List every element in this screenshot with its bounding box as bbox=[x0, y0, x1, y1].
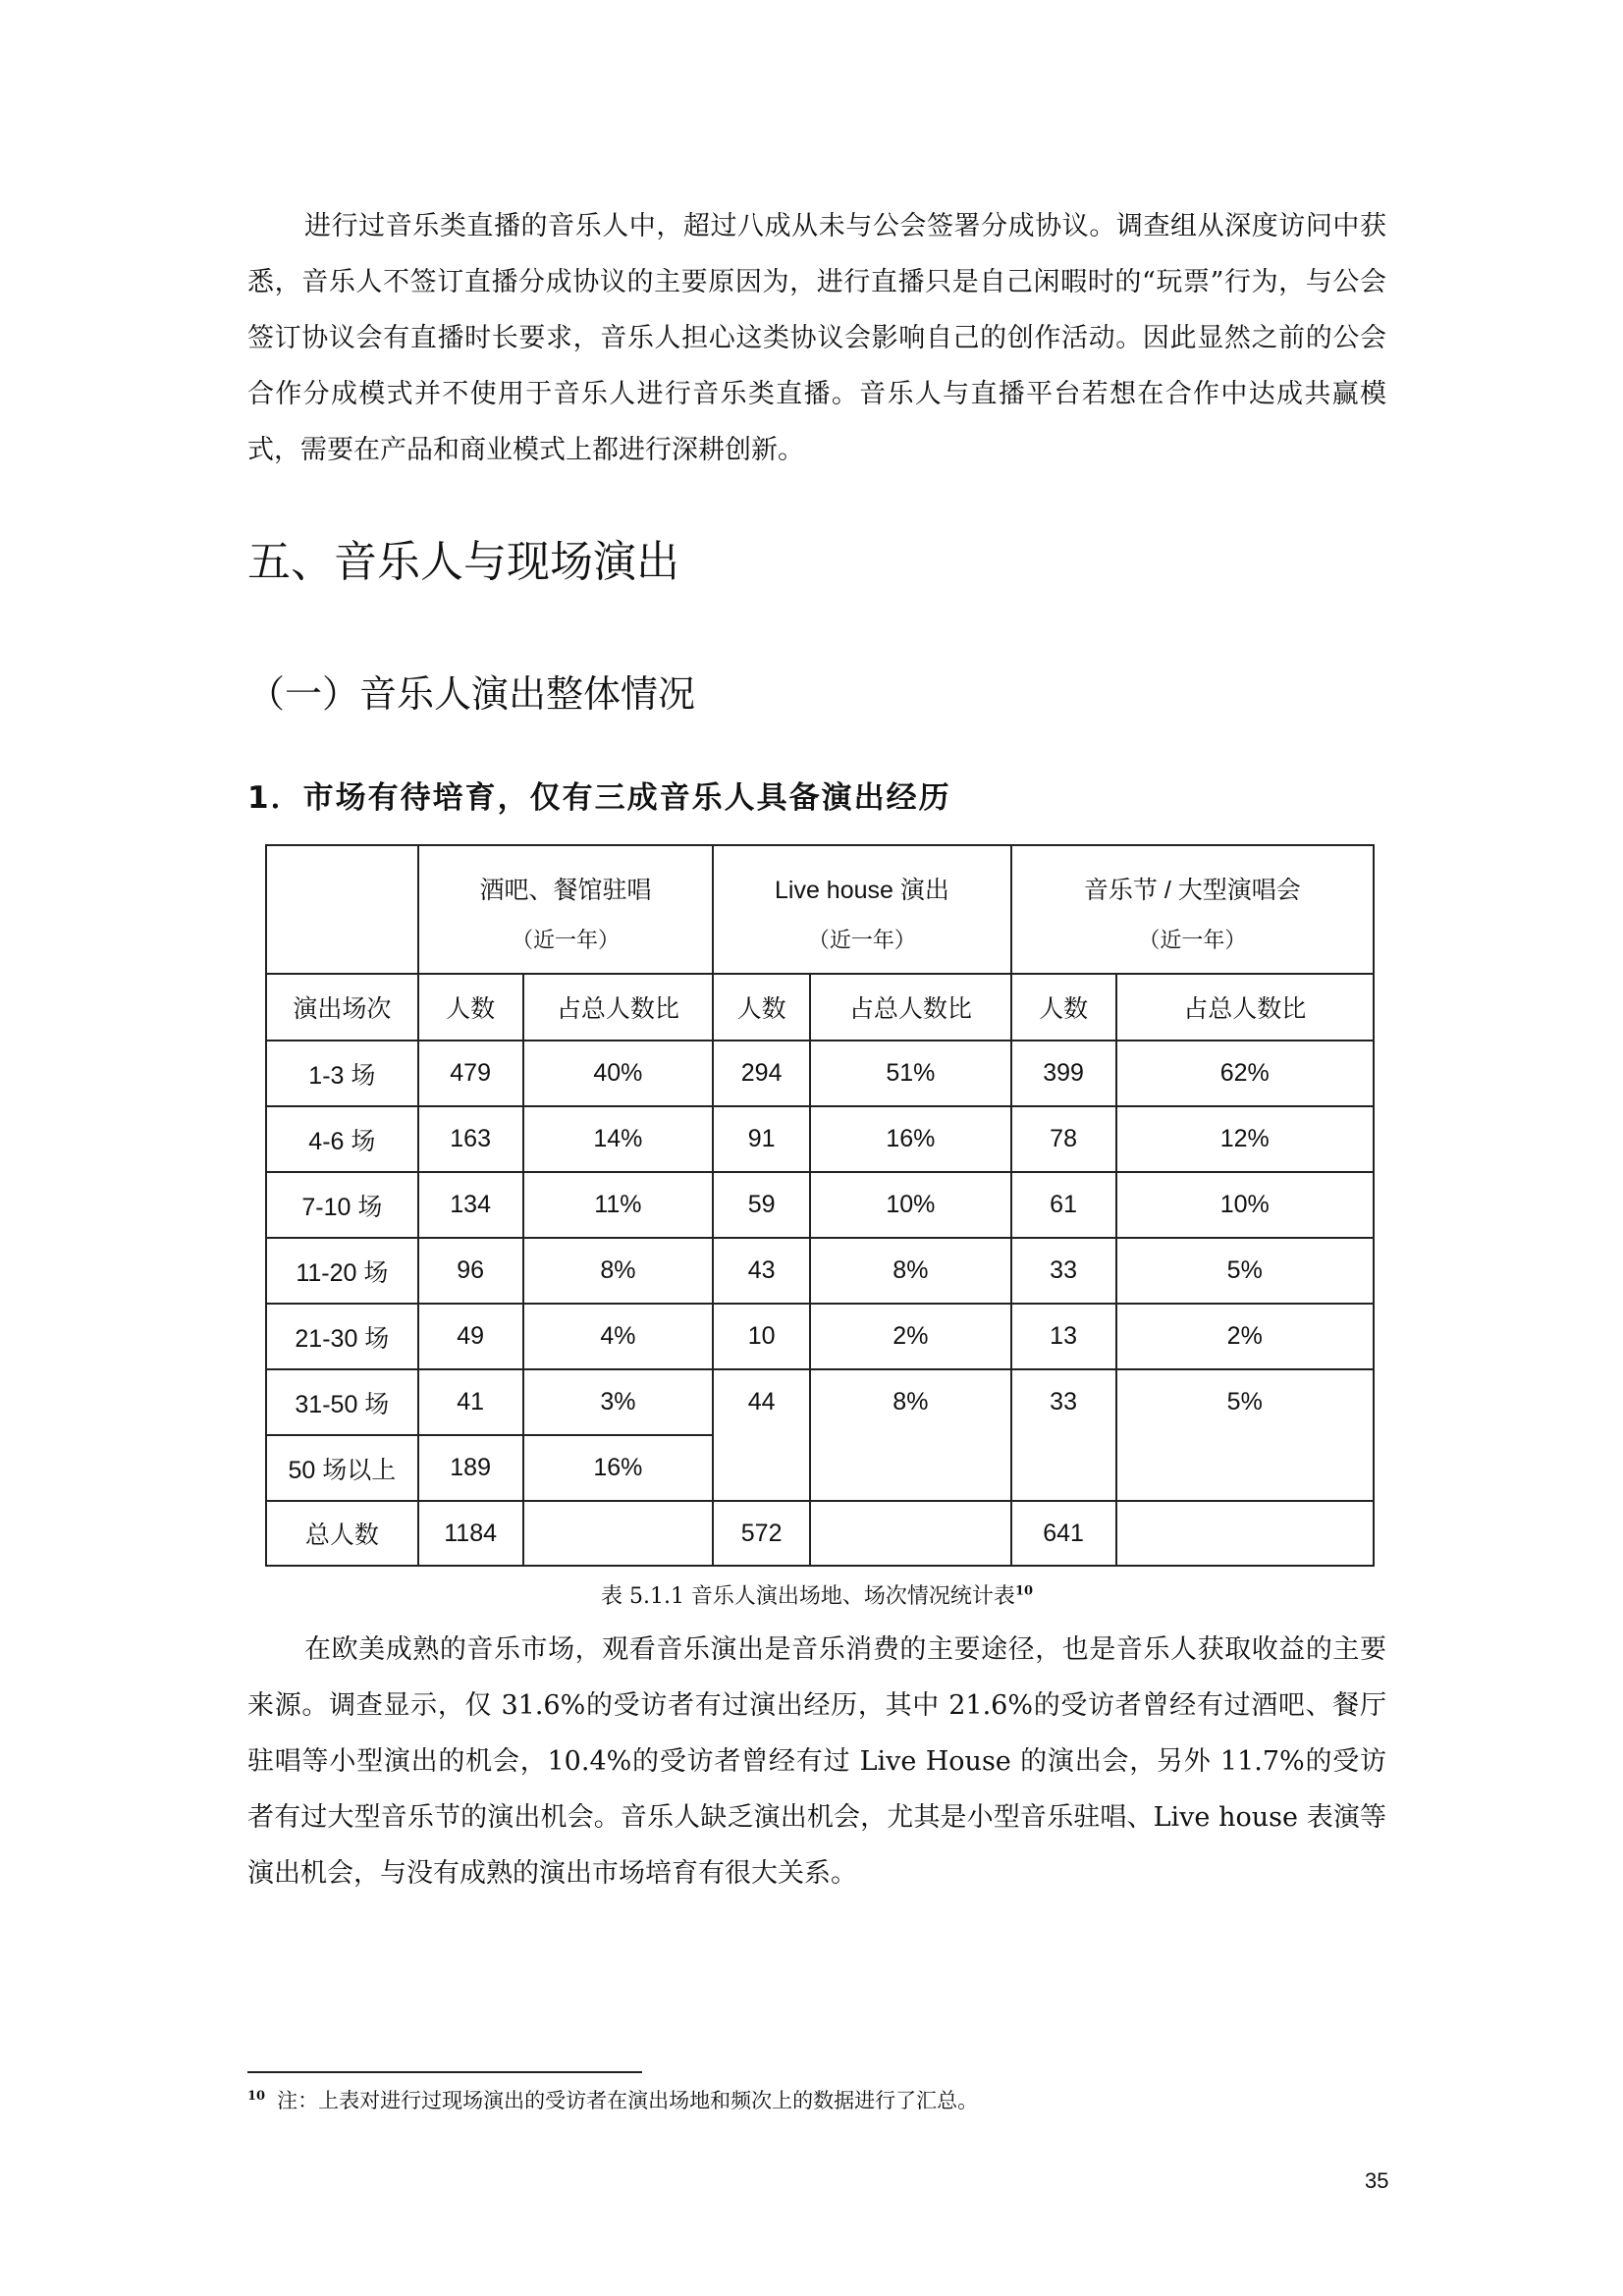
table-cell: 51% bbox=[810, 1041, 1011, 1106]
body-paragraph-1: 进行过音乐类直播的音乐人中，超过八成从未与公会签署分成协议。调查组从深度访问中获悉，音乐人不签订直播分成协议的主要原因为，进行直播只是自己闲暇时的“玩票”行为，与公会签订协议会有直播时长要求，音乐人担心这类协议会影响自己的创作活动。因此显然之前的公会合作分成模式并不使用于音乐人进行音乐类直播。音乐人与直播平台若想在合作中达成共赢模式，需要在产品和商业模式上都进行深耕创新。 bbox=[247, 211, 1386, 465]
table-cell: 2% bbox=[1116, 1304, 1375, 1369]
body-paragraph-2: 在欧美成熟的音乐市场，观看音乐演出是音乐消费的主要途径，也是音乐人获取收益的主要来源。调查显示，仅 31.6%的受访者有过演出经历，其中 21.6%的受访者曾经有过酒吧、餐厅驻唱等小型演出的机会，10.4%的受访者曾经有过 Live House 的演出会，另外 11.7%的受访者有过大型音乐节的演出机会。音乐人缺乏演出机会，尤其是小型音乐驻唱、Live house 表演等演出机会，与没有成熟的演出市场培育有很大关系。 bbox=[247, 1634, 1386, 1889]
table-row bbox=[266, 1106, 1374, 1172]
table-cell: 4% bbox=[523, 1304, 714, 1369]
table-cell: 479 bbox=[418, 1041, 523, 1106]
venue-header-festival bbox=[1011, 845, 1374, 974]
row-label: 11-20 场 bbox=[266, 1238, 418, 1304]
table-cell: 14% bbox=[523, 1106, 714, 1172]
table-row bbox=[266, 1238, 1374, 1304]
table-cell: 163 bbox=[418, 1106, 523, 1172]
table-cell: 78 bbox=[1011, 1106, 1116, 1172]
row-label: 50 场以上 bbox=[266, 1435, 418, 1501]
table-cell: 189 bbox=[418, 1435, 523, 1501]
share-label: 占总人数比 bbox=[1116, 974, 1375, 1041]
table-row bbox=[266, 1369, 1374, 1435]
table-cell: 33 bbox=[1011, 1238, 1116, 1304]
section-heading: 五、音乐人与现场演出 bbox=[247, 537, 679, 587]
table-cell: 61 bbox=[1011, 1172, 1116, 1238]
table-cell: 1184 bbox=[418, 1501, 523, 1566]
count-label: 人数 bbox=[418, 974, 523, 1041]
table-cell-merged: 8% bbox=[810, 1369, 1011, 1501]
table-cell: 8% bbox=[810, 1238, 1011, 1304]
table-cell-merged: 33 bbox=[1011, 1369, 1116, 1501]
page-number: 35 bbox=[1365, 2168, 1389, 2193]
venue-name: 音乐节 / 大型演唱会 bbox=[1083, 877, 1301, 904]
footnote-text: 注：上表对进行过现场演出的受访者在演出场地和频次上的数据进行了汇总。 bbox=[277, 2089, 979, 2112]
share-label: 占总人数比 bbox=[523, 974, 714, 1041]
footnote-number: 10 bbox=[247, 2089, 266, 2104]
venue-period: （近一年） bbox=[1138, 929, 1247, 953]
table-cell: 12% bbox=[1116, 1106, 1375, 1172]
table-cell: 16% bbox=[523, 1435, 714, 1501]
table-cell bbox=[810, 1501, 1011, 1566]
table-cell-merged: 5% bbox=[1116, 1369, 1375, 1501]
table-cell: 2% bbox=[810, 1304, 1011, 1369]
table-row bbox=[266, 1304, 1374, 1369]
count-label: 人数 bbox=[713, 974, 810, 1041]
table-cell: 5% bbox=[1116, 1238, 1375, 1304]
row-label: 31-50 场 bbox=[266, 1369, 418, 1435]
table-cell: 572 bbox=[713, 1501, 810, 1566]
row-label: 7-10 场 bbox=[266, 1172, 418, 1238]
table-cell: 59 bbox=[713, 1172, 810, 1238]
table-cell: 399 bbox=[1011, 1041, 1116, 1106]
subsubsection-heading: 1．市场有待培育，仅有三成音乐人具备演出经历 bbox=[247, 780, 951, 816]
row-header-label: 演出场次 bbox=[266, 974, 418, 1041]
table-cell-merged: 44 bbox=[713, 1369, 810, 1501]
caption-text: 表 5.1.1 音乐人演出场地、场次情况统计表 bbox=[600, 1584, 1015, 1609]
table-cell: 294 bbox=[713, 1041, 810, 1106]
table-cell bbox=[523, 1501, 714, 1566]
subsection-heading: （一）音乐人演出整体情况 bbox=[247, 672, 696, 716]
footnote-divider bbox=[247, 2071, 642, 2073]
table-header-row bbox=[266, 845, 1374, 974]
table-cell: 43 bbox=[713, 1238, 810, 1304]
venue-period: （近一年） bbox=[511, 929, 620, 953]
total-label: 总人数 bbox=[266, 1501, 418, 1566]
count-label: 人数 bbox=[1011, 974, 1116, 1041]
venue-header-bar bbox=[418, 845, 714, 974]
venue-name: 酒吧、餐馆驻唱 bbox=[479, 877, 652, 904]
table-cell bbox=[1116, 1501, 1375, 1566]
footnote bbox=[247, 2085, 978, 2114]
venue-header-livehouse bbox=[713, 845, 1010, 974]
row-label: 21-30 场 bbox=[266, 1304, 418, 1369]
table-cell: 10 bbox=[713, 1304, 810, 1369]
venue-name: Live house 演出 bbox=[775, 877, 949, 904]
table-cell: 134 bbox=[418, 1172, 523, 1238]
table-cell: 10% bbox=[810, 1172, 1011, 1238]
table-corner-cell bbox=[266, 845, 418, 974]
table-cell: 49 bbox=[418, 1304, 523, 1369]
table-cell: 62% bbox=[1116, 1041, 1375, 1106]
table-cell: 641 bbox=[1011, 1501, 1116, 1566]
table-cell: 91 bbox=[713, 1106, 810, 1172]
venue-period: （近一年） bbox=[807, 929, 916, 953]
table-caption bbox=[247, 1579, 1386, 1610]
table-row bbox=[266, 1172, 1374, 1238]
table-total-row bbox=[266, 1501, 1374, 1566]
table-row bbox=[266, 1041, 1374, 1106]
table-cell: 3% bbox=[523, 1369, 714, 1435]
table-cell: 41 bbox=[418, 1369, 523, 1435]
share-label: 占总人数比 bbox=[810, 974, 1011, 1041]
footnote-ref[interactable]: 10 bbox=[1014, 1583, 1034, 1599]
row-label: 1-3 场 bbox=[266, 1041, 418, 1106]
table-cell: 16% bbox=[810, 1106, 1011, 1172]
table-cell: 40% bbox=[523, 1041, 714, 1106]
table-cell: 10% bbox=[1116, 1172, 1375, 1238]
table-cell: 13 bbox=[1011, 1304, 1116, 1369]
performance-stats-table bbox=[265, 844, 1375, 1567]
table-cell: 96 bbox=[418, 1238, 523, 1304]
table-cell: 11% bbox=[523, 1172, 714, 1238]
table-cell: 8% bbox=[523, 1238, 714, 1304]
table-subheader-row bbox=[266, 974, 1374, 1041]
row-label: 4-6 场 bbox=[266, 1106, 418, 1172]
